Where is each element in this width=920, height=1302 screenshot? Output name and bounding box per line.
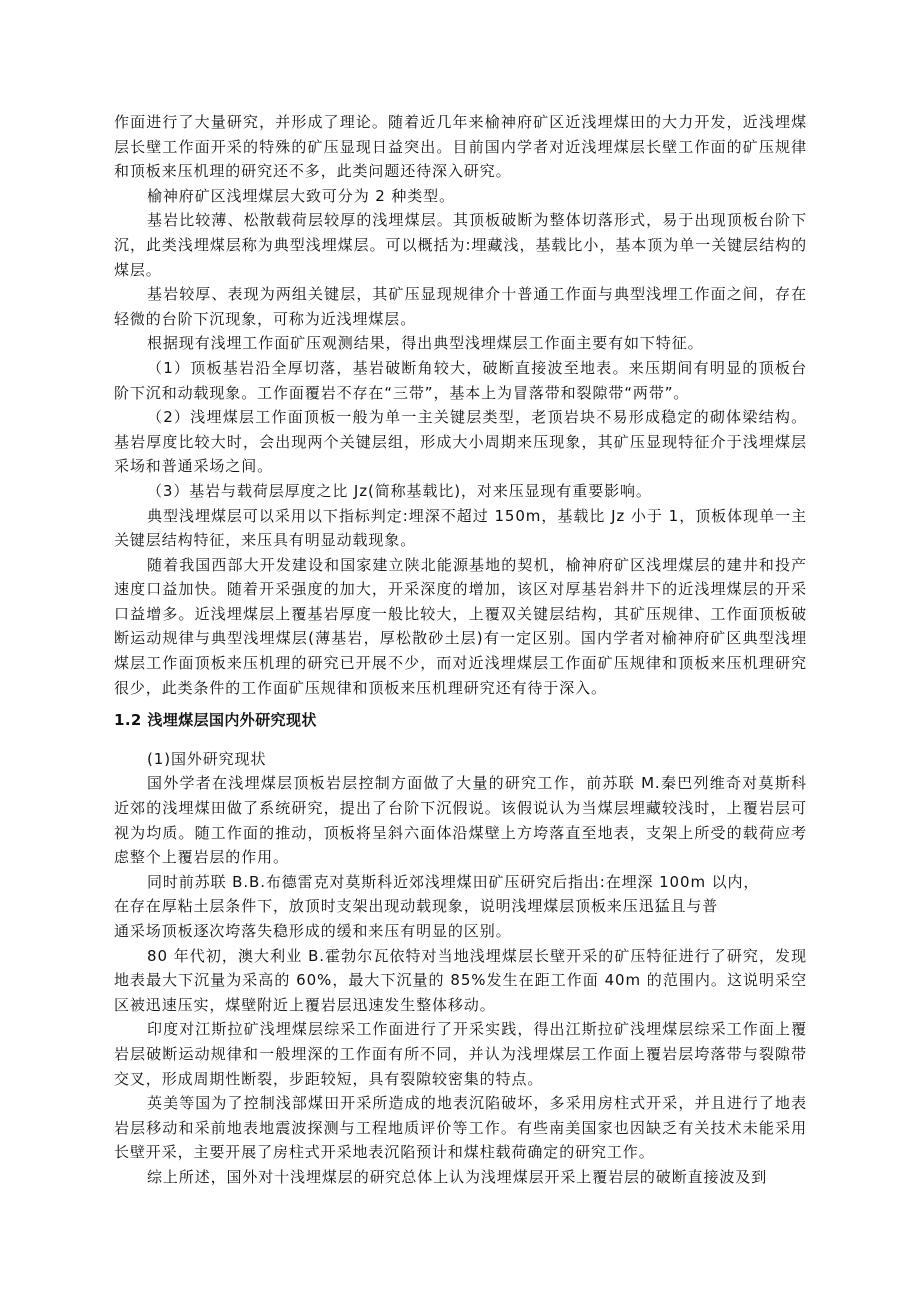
paragraph: 80 年代初，澳大利业 B.霍勃尔瓦依特对当地浅埋煤层长壁开采的矿压特征进行了研究，发现地表最大下沉量为采高的 60%，最大下沉量的 85%发生在距工作面 40m 的范围内。这说明采空区被迅速压实，煤壁附近上覆岩层迅速发生整体移动。: [114, 946, 807, 1014]
paragraph: 国外学者在浅埋煤层顶板岩层控制方面做了大量的研究工作，前苏联 M.秦巴列维奇对莫斯科近郊的浅埋煤田做了系统研究，提出了台阶下沉假说。该假说认为当煤层埋藏较浅时，上覆岩层可视为均质。随工作面的推动，顶板将呈斜六面体沿煤壁上方垮落直至地表，支架上所受的载荷应考虑整个上覆岩层的作用。: [114, 774, 807, 867]
text-line: 同时前苏联 B.B.布德雷克对莫斯科近郊浅埋煤田矿压研究后指出:在埋深 100m 以内，: [147, 872, 760, 891]
paragraph: (1)国外研究现状: [147, 749, 267, 768]
paragraph: 基岩比较薄、松散载荷层较厚的浅埋煤层。其顶板破断为整体切落形式，易于出现顶板台阶下沉，此类浅埋煤层称为典型浅埋煤层。可以概括为:埋藏浅，基载比小，基本顶为单一关键层结构的煤层。: [114, 211, 807, 279]
paragraph: 英美等国为了控制浅部煤田开采所造成的地表沉陷破坏，多采用房柱式开采，并且进行了地表岩层移动和采前地表地震波探测与工程地质评价等工作。有些南美国家也因缺乏有关技术未能采用长壁开采，主要开展了房柱式开采地表沉陷预计和煤柱载荷确定的研究工作。: [114, 1094, 807, 1162]
paragraph: 榆神府矿区浅埋煤层大致可分为 2 种类型。: [147, 186, 455, 205]
paragraph: 典型浅埋煤层可以采用以下指标判定:埋深不超过 150m，基载比 Jz 小于 1，顶板体现单一主关键层结构特征，来压具有明显动载现象。: [114, 506, 807, 550]
section-heading: 1.2 浅埋煤层国内外研究现状: [114, 711, 317, 730]
text-line: 通采场顶板逐次垮落失稳形成的缓和来压有明显的区别。: [114, 922, 512, 940]
paragraph-lines: [114, 870, 807, 944]
paragraph: 印度对江斯拉矿浅埋煤层综采工作面进行了开采实践，得出江斯拉矿浅埋煤层综采工作面上覆岩层破断运动规律和一般埋深的工作面有所不同，并认为浅埋煤层工作面上覆岩层垮落带与裂隙带交叉，形成周期性断裂，步距较短，具有裂隙较密集的特点。: [114, 1020, 807, 1088]
paragraph: （1）顶板基岩沿全厚切落，基岩破断角较大，破断直接波至地表。来压期间有明显的顶板台阶下沉和动载现象。工作面覆岩不存在“三带”，基本上为冒落带和裂隙带“两带”。: [114, 358, 807, 402]
paragraph: 作面进行了大量研究，并形成了理论。随着近几年来榆神府矿区近浅埋煤田的大力开发，近浅埋煤层长壁工作面开采的特殊的矿压显现日益突出。目前国内学者对近浅埋煤层长壁工作面的矿压规律和顶板来压机理的研究还不多，此类问题还待深入研究。: [114, 113, 807, 181]
paragraph: （3）基岩与载荷层厚度之比 Jz(简称基载比)，对来压显现有重要影响。: [147, 481, 652, 500]
paragraph: （2）浅埋煤层工作面顶板一般为单一主关键层类型，老顶岩块不易形成稳定的砌体梁结构。基岩厚度比较大时，会出现两个关键层组，形成大小周期来压现象，其矿压显现特征介于浅埋煤层采场和普通采场之间。: [114, 408, 807, 476]
document-body: [114, 110, 807, 1190]
paragraph: 基岩较厚、表现为两组关键层，其矿压显现规律介十普通工作面与典型浅埋工作面之间，存在轻微的台阶下沉现象，可称为近浅埋煤层。: [114, 285, 807, 328]
paragraph: 根据现有浅埋工作面矿压观测结果，得出典型浅埋煤层工作面主要有如下特征。: [147, 334, 704, 353]
paragraph: 综上所述，国外对十浅埋煤层的研究总体上认为浅埋煤层开采上覆岩层的破断直接波及到: [147, 1167, 768, 1186]
paragraph: 随着我国西部大开发建设和国家建立陕北能源基地的契机，榆神府矿区浅埋煤层的建井和投产速度口益加快。随着开采强度的加大，开采深度的增加，该区对厚基岩斜井下的近浅埋煤层的开采口益增多。近浅埋煤层上覆基岩厚度一般比较大，上覆双关键层结构，其矿压规律、工作面顶板破断运动规律与典型浅埋煤层(薄基岩，厚松散砂土层)有一定区别。国内学者对榆神府矿区典型浅埋煤层工作面顶板来压机理的研究已开展不少，而对近浅埋煤层工作面矿压规律和顶板来压机理研究很少，此类条件的工作面矿压规律和顶板来压机理研究还有待于深入。: [114, 555, 807, 697]
text-line: 在存在厚粘土层条件下，放顶时支架出现动载现象，说明浅埋煤层顶板来压迅猛且与普: [114, 897, 719, 916]
